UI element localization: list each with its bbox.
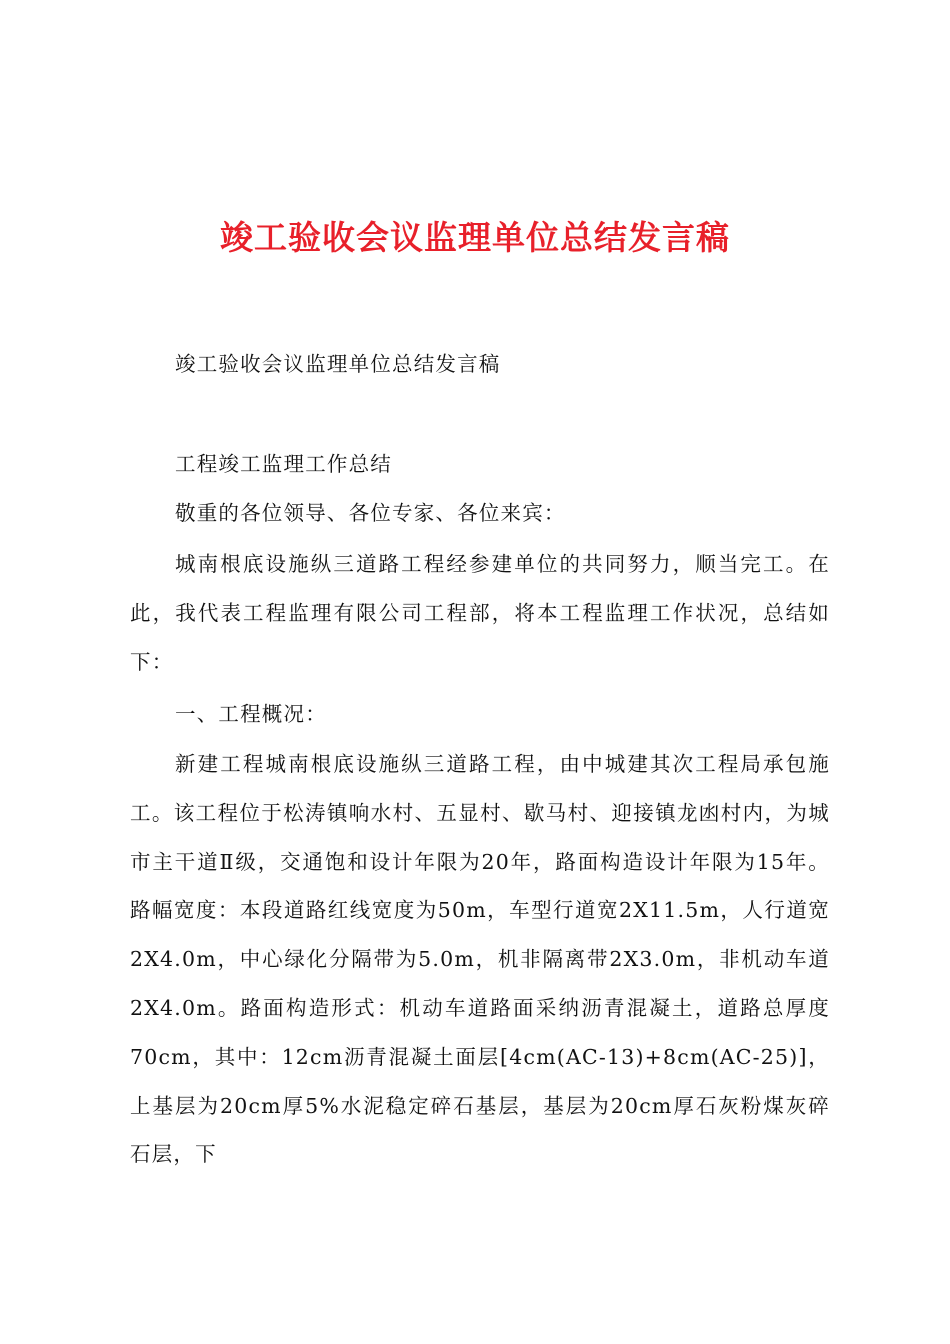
overview-heading: 一、工程概况： <box>175 702 327 726</box>
intro-paragraph: 城南根底设施纵三道路工程经参建单位的共同努力，顺当完工。在此，我代表工程监理有限公司工程部，将本工程监理工作状况，总结如下： <box>130 552 830 674</box>
section-heading: 工程竣工监理工作总结 <box>175 452 392 476</box>
doc-subtitle: 竣工验收会议监理单位总结发言稿 <box>175 352 501 376</box>
overview-paragraph: 新建工程城南根底设施纵三道路工程，由中城建其次工程局承包施工。该工程位于松涛镇响水村、五显村、歇马村、迎接镇龙凼村内，为城市主干道Ⅱ级，交通饱和设计年限为20年，路面构造设计年限为15年。路幅宽度：本段道路红线宽度为50m，车型行道宽2X11.5m，人行道宽2X4.0m，中心绿化分隔带为5.0m，机非隔离带2X3.0m，非机动车道2X4.0m。路面构造形式：机动车道路面采纳沥青混凝土，道路总厚度70cm，其中：12cm沥青混凝土面层[4cm(AC-13)+8cm(AC-25)]，上基层为20cm厚5%水泥稳定碎石基层，基层为20cm厚石灰粉煤灰碎石层，下 <box>130 752 830 1167</box>
salutation: 敬重的各位领导、各位专家、各位来宾： <box>175 501 566 525</box>
page-title: 竣工验收会议监理单位总结发言稿 <box>220 218 730 257</box>
